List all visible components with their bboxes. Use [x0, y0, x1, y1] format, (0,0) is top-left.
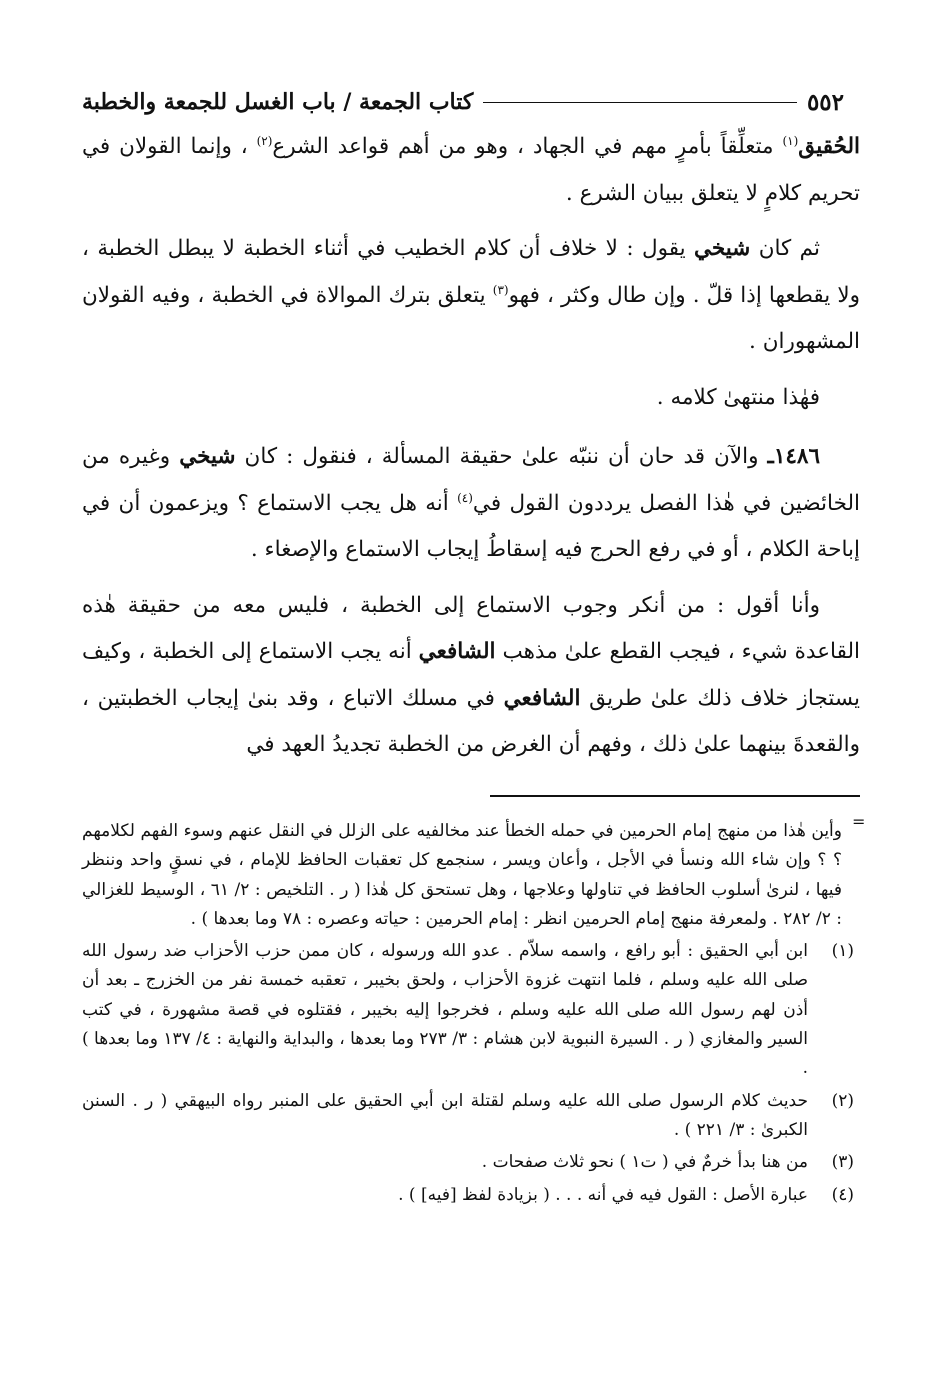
page-number: ٥٥٢ [806, 88, 844, 116]
paragraph-1-text-b: متعلِّقاً بأمرٍ مهم في الجهاد ، وهو من أهم قواعد الشرع [272, 134, 783, 159]
paragraph-5-text-c: أنه يجب الاستماع إلى الخطبة ، وكيف يستجاز خلاف ذلك علىٰ طريق [82, 639, 860, 711]
header-rule [483, 102, 797, 103]
footnote-3 [82, 1148, 860, 1177]
footnote-number: (٣) [831, 1152, 854, 1173]
term-huqayq: الحُقيق [798, 134, 860, 159]
footnote-text: حديث كلام الرسول صلى الله عليه وسلم لقتلة ابن أبي الحقيق على المنبر رواه البيهقي ( ر . السنن الكبرىٰ : ٣/ ٢٢١ ) . [82, 1090, 808, 1140]
footnote-ref-2: (٢) [256, 133, 273, 148]
footnote-divider [490, 795, 860, 797]
paragraph-2-text-d: يتعلق بترك الموالاة في الخطبة ، وفيه القولان المشهوران . [82, 282, 860, 354]
paragraph-4-text-a: والآن قد حان أن ننبّه علىٰ حقيقة المسألة ، فنقول : كان [235, 444, 768, 469]
footnote-4 [82, 1181, 860, 1210]
name-shafii-2: الشافعي [503, 685, 581, 711]
footnote-number: (١) [831, 941, 854, 962]
footnote-ref-1: (١) [782, 133, 799, 148]
continuation-mark: = [852, 812, 866, 831]
paragraph-2 [82, 226, 860, 366]
paragraph-1 [82, 124, 860, 217]
paragraph-5-text-a: وأنا أقول : من أنكر وجوب الاستماع إلى الخطبة ، فليس معه من حقيقة هٰذه القاعدة شيء ، فيجب القطع علىٰ مذهب [82, 592, 860, 664]
running-title: كتاب الجمعة / باب الغسل للجمعة والخطبة [82, 89, 474, 115]
name-shafii: الشافعي [418, 639, 496, 664]
paragraph-2-text-c: يقول : لا خلاف أن كلام الخطيب في أثناء الخطبة لا يبطل الخطبة ، ولا يقطعها إذا قلّ . وإن طال وكثر ، فهو [82, 236, 861, 308]
paragraph-5 [82, 583, 860, 769]
paragraph-2-text-a: ثم كان [750, 236, 820, 261]
footnote-1 [82, 937, 860, 1083]
main-text [82, 124, 860, 769]
paragraph-3: فهٰذا منتهىٰ كلامه . [656, 384, 820, 410]
paragraph-4-text-d: أنه هل يجب الاستماع ؟ ويزعمون أن في إباحة الكلام ، أو في رفع الحرج فيه إسقاطُ إيجاب الاستماع والإصغاء . [82, 490, 860, 562]
running-header [82, 82, 844, 122]
footnote-text: ابن أبي الحقيق : أبو رافع ، واسمه سلاّم . عدو الله ورسوله ، كان ممن حزب الأحزاب ضد رسول الله صلى الله عليه وسلم ، فلما انتهت غزوة الأحزاب ، ولحق بخيبر ، تعقبه خمسة نفر من الخزرج ـ بعد أن أذن لهم رسول الله صلى الله عليه وسلم ، فخرجوا إليه بخيبر ، فقتلوه في قصة مشهورة ، في كتب السير والمغازي ( ر . السيرة النبوية لابن هشام : ٣/ ٢٧٣ وما بعدها ، والبداية والنهاية : ٤/ ١٣٧ وما بعدها ) . [82, 941, 809, 1079]
paragraph-1-text-c: ، وإنما القولان في تحريم كلامٍ لا يتعلق ببيان الشرع . [82, 134, 860, 206]
footnote-2 [82, 1087, 860, 1146]
name-shaykhi: شيخي [693, 236, 751, 261]
footnote-number: (٢) [831, 1090, 854, 1111]
name-shaykhi-2: شيخي [179, 444, 236, 469]
paragraph-4 [82, 434, 860, 574]
footnotes [82, 817, 860, 1210]
footnote-ref-4: (٤) [457, 490, 473, 505]
footnote-ref-3: (٣) [492, 282, 509, 297]
footnote-text: من هنا بدأ خرمٌ في ( ت١ ) نحو ثلاث صفحات . [481, 1152, 808, 1173]
paragraph-number: ١٤٨٦ـ [767, 444, 821, 469]
paragraph-4-text-c: وغيره من الخائضين في هٰذا الفصل يرددون القول في [82, 444, 860, 516]
footnote-text: عبارة الأصل : القول فيه في أنه . . . ( بزيادة لفظ [فيه] ) . [398, 1184, 808, 1205]
footnote-number: (٤) [831, 1184, 854, 1205]
paragraph-5-text-e: في مسلك الاتباع ، وقد بنىٰ إيجاب الخطبتين ، والقعدةَ بينهما علىٰ ذلك ، وفهم أن الغرض من الخطبة تجديدُ العهد في [82, 685, 860, 757]
footnote-continuation: وأين هٰذا من منهج إمام الحرمين في حمله الخطأ عند مخالفيه على الزلل في النقل عنهم وسوء الفهم لكلامهم ؟ ؟ وإن شاء الله ونسأ في الأجل ، وأعان ويسر ، سنجمع كل تعقبات الحافظ للإمام ، في نسقٍ واحد وننظر فيها ، لنرىٰ أسلوب الحافظ في تناولها وعلاجها ، وهل تستحق كل هٰذا ( ر . التلخيص : ٢/ ٦١ ، الوسيط للغزالي : ٢/ ٢٨٢ . ولمعرفة منهج إمام الحرمين انظر : إمام الحرمين : حياته وعصره : ٧٨ وما بعدها ) . [82, 821, 842, 929]
